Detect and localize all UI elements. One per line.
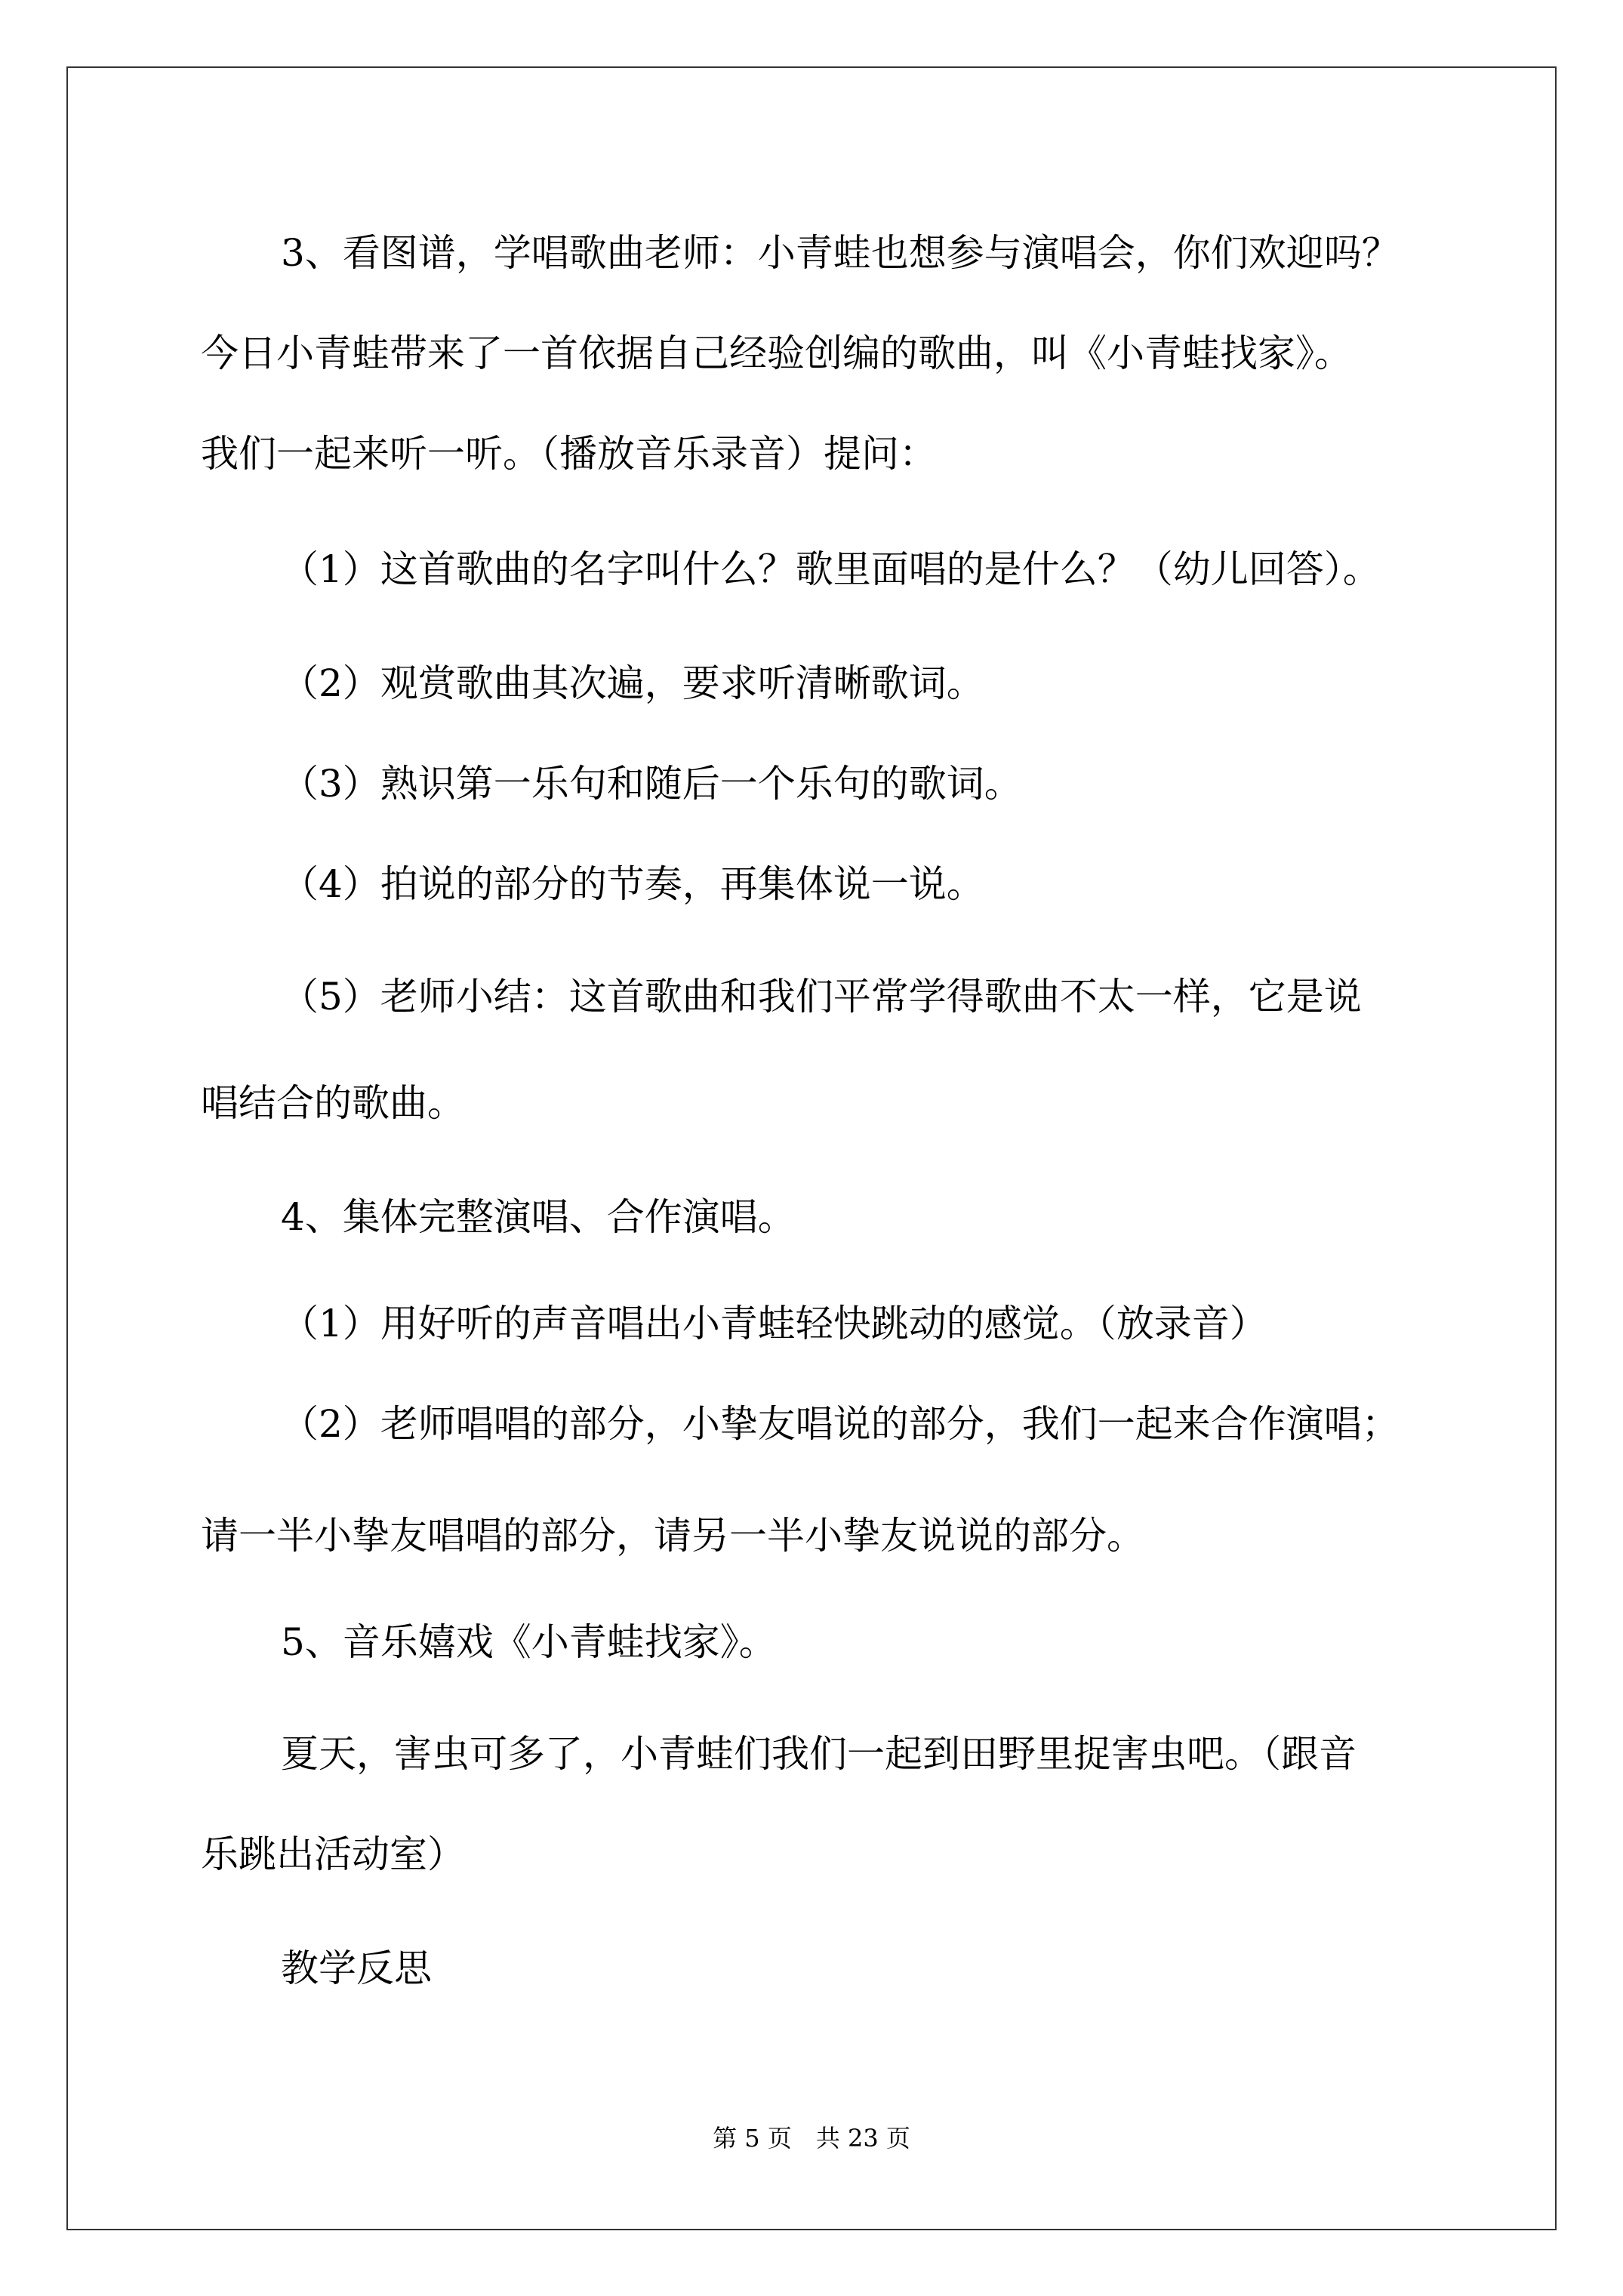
text-line-17: 教学反思 (281, 1946, 432, 1990)
text-line-4: （1）这首歌曲的名字叫什么？歌里面唱的是什么？（幼儿回答）。 (281, 547, 1381, 591)
text-line-13: 请一半小挚友唱唱的部分，请另一半小挚友说说的部分。 (201, 1514, 1144, 1558)
text-line-2: 今日小青蛙带来了一首依据自己经验创编的歌曲，叫《小青蛙找家》。 (201, 331, 1352, 375)
text-line-9: 唱结合的歌曲。 (201, 1081, 465, 1125)
text-line-16: 乐跳出活动室） (201, 1832, 465, 1876)
text-line-6: （3）熟识第一乐句和随后一个乐句的歌词。 (281, 762, 1022, 806)
text-line-11: （1）用好听的声音唱出小青蛙轻快跳动的感觉。（放录音） (281, 1302, 1267, 1345)
page-number: 第 5 页 共 23 页 (713, 2124, 910, 2153)
page-border (66, 66, 1557, 2230)
text-line-14: 5、音乐嬉戏《小青蛙找家》。 (281, 1620, 777, 1664)
text-line-8: （5）老师小结：这首歌曲和我们平常学得歌曲不太一样，它是说 (281, 975, 1362, 1019)
text-line-15: 夏天，害虫可多了，小青蛙们我们一起到田野里捉害虫吧。（跟音 (281, 1732, 1357, 1776)
text-line-3: 我们一起来听一听。（播放音乐录音）提问： (201, 432, 937, 476)
text-line-12: （2）老师唱唱的部分，小挚友唱说的部分，我们一起来合作演唱； (281, 1402, 1400, 1446)
text-line-5: （2）观赏歌曲其次遍，要求听清晰歌词。 (281, 661, 984, 705)
text-line-7: （4）拍说的部分的节奏，再集体说一说。 (281, 862, 984, 906)
text-line-10: 4、集体完整演唱、合作演唱。 (281, 1195, 796, 1239)
text-line-1: 3、看图谱，学唱歌曲老师：小青蛙也想参与演唱会，你们欢迎吗？ (281, 231, 1400, 275)
